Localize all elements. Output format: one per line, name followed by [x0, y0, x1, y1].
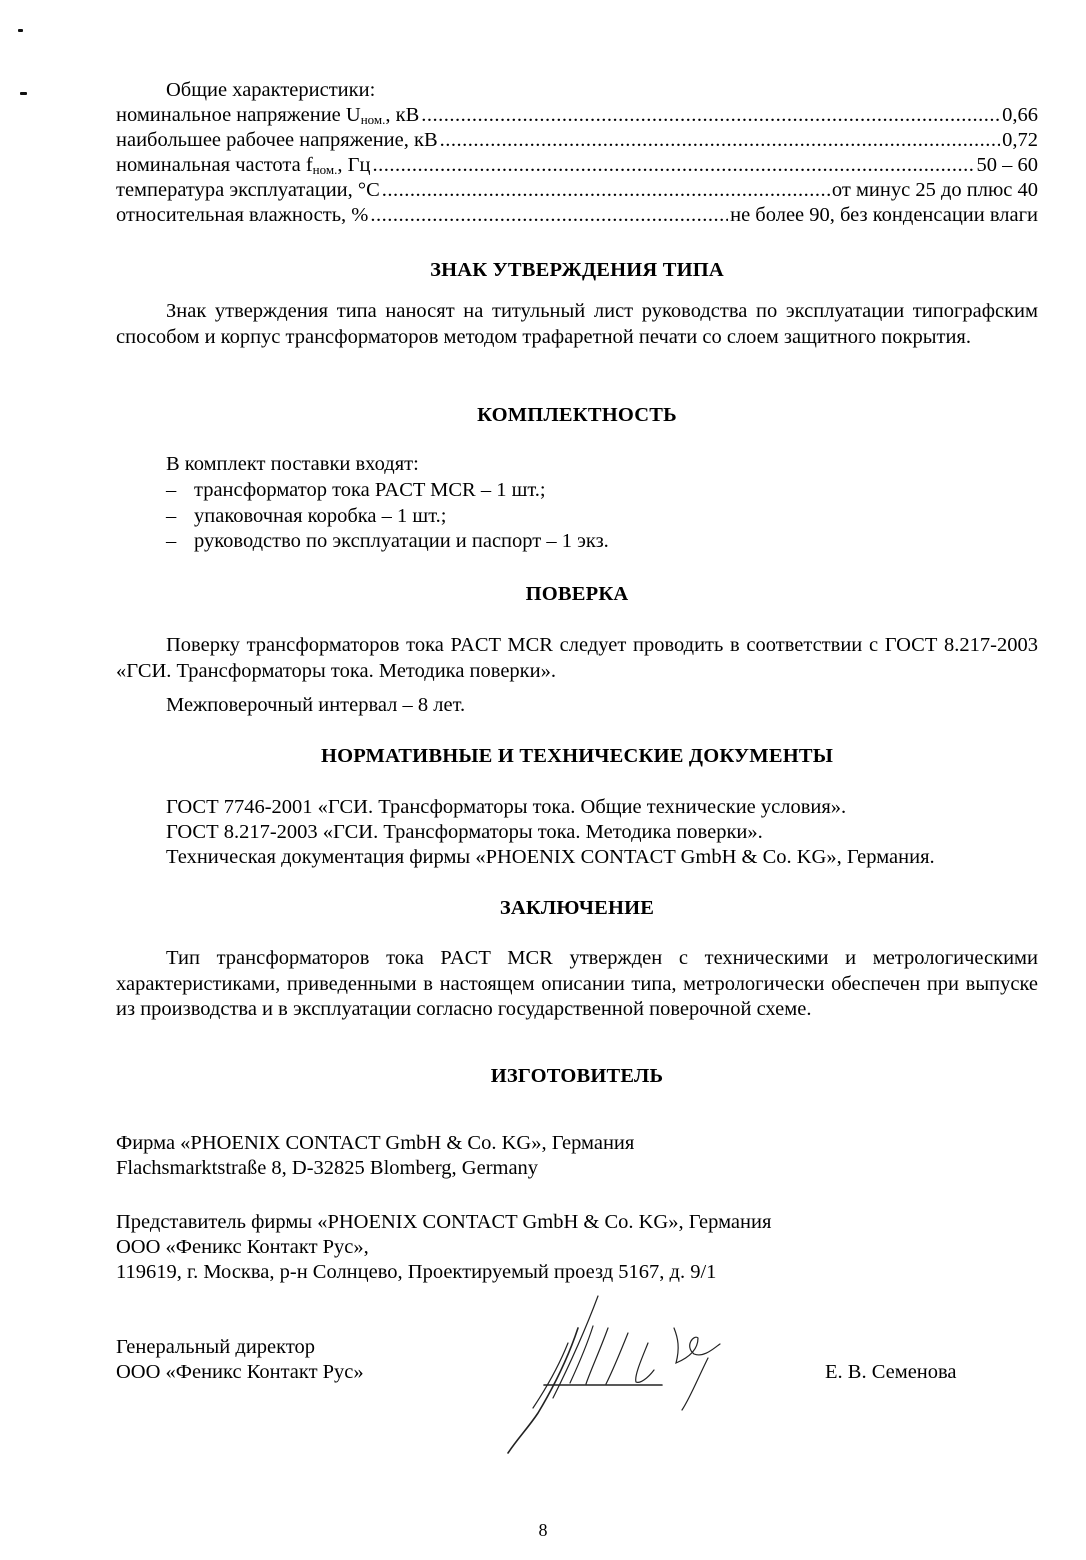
dot-leader	[370, 203, 728, 228]
characteristic-value: 0,72	[1002, 129, 1038, 151]
list-item: – упаковочная коробка – 1 шт.;	[166, 504, 447, 527]
representative-line: Представитель фирмы «PHOENIX CONTACT GmbH & Co. KG», Германия	[116, 1211, 772, 1233]
dot-leader	[440, 128, 1000, 153]
signatory-name: Е. В. Семенова	[825, 1361, 957, 1383]
manufacturer-address: Flachsmarktstraße 8, D-32825 Blomberg, Germany	[116, 1157, 539, 1179]
signatory-company: ООО «Феникс Контакт Рус»	[116, 1361, 364, 1383]
handwritten-signature-icon	[458, 1288, 798, 1458]
characteristic-row	[116, 128, 1038, 153]
section-title-normative-docs: НОРМАТИВНЫЕ И ТЕХНИЧЕСКИЕ ДОКУМЕНТЫ	[320, 745, 834, 767]
characteristic-label: номинальная частота $f_{ном.}$, Гц	[116, 154, 371, 177]
list-item: – руководство по эксплуатации и паспорт – 1 экз.	[166, 530, 609, 552]
characteristic-value: от минус 25 до плюс 40	[831, 179, 1038, 201]
characteristic-row	[116, 203, 1038, 228]
dot-leader	[372, 153, 974, 178]
dot-leader	[382, 178, 830, 203]
verification-paragraph: Поверку трансформаторов тока PACT MCR следует проводить в соответствии с ГОСТ 8.217-2003 «ГСИ. Трансформаторы тока. Методика поверки».	[116, 634, 1038, 682]
section-title-manufacturer: ИЗГОТОВИТЕЛЬ	[490, 1065, 664, 1087]
characteristic-row	[116, 103, 1038, 128]
completeness-list	[166, 478, 609, 555]
characteristic-label: номинальное напряжение $U_{ном.}$, кВ	[116, 104, 420, 127]
characteristic-value: 50 – 60	[976, 154, 1038, 176]
characteristic-label: относительная влажность, %	[116, 204, 369, 226]
normative-doc-item: ГОСТ 7746-2001 «ГСИ. Трансформаторы тока. Общие технические условия».	[166, 796, 847, 818]
page-number: 8	[538, 1520, 548, 1540]
section-title-verification: ПОВЕРКА	[525, 583, 629, 605]
section-title-completeness: КОМПЛЕКТНОСТЬ	[477, 404, 677, 426]
manufacturer-company: Фирма «PHOENIX CONTACT GmbH & Co. KG», Германия	[116, 1132, 635, 1154]
characteristics-heading: Общие характеристики:	[166, 79, 376, 101]
characteristic-value: не более 90, без конденсации влаги	[730, 204, 1038, 226]
signatory-position: Генеральный директор	[116, 1336, 316, 1358]
scan-artifact-mark	[18, 29, 23, 32]
dot-leader	[421, 103, 1000, 128]
characteristic-row	[116, 153, 1038, 178]
normative-doc-item: Техническая документация фирмы «PHOENIX CONTACT GmbH & Co. KG», Германия.	[166, 846, 935, 868]
list-item: – трансформатор тока PACT MCR – 1 шт.;	[166, 479, 546, 501]
scan-artifact-mark	[20, 92, 27, 95]
representative-address: 119619, г. Москва, р-н Солнцево, Проектируемый проезд 5167, д. 9/1	[116, 1261, 717, 1283]
verification-interval: Межповерочный интервал – 8 лет.	[166, 694, 466, 716]
normative-doc-item: ГОСТ 8.217-2003 «ГСИ. Трансформаторы тока. Методика поверки».	[166, 821, 763, 843]
section-title-type-mark: ЗНАК УТВЕРЖДЕНИЯ ТИПА	[430, 259, 724, 281]
representative-company: ООО «Феникс Контакт Рус»,	[116, 1236, 369, 1258]
completeness-intro: В комплект поставки входят:	[166, 453, 419, 475]
characteristic-label: температура эксплуатации, °С	[116, 179, 380, 201]
conclusion-paragraph: Тип трансформаторов тока PACT MCR утвержден с техническими и метрологическими характеристиками, приведенными в настоящем описании типа, метрологически обеспечен при выпуске из производства и в эксплуатации согласно государственной поверочной схеме.	[116, 947, 1038, 1021]
characteristic-value: 0,66	[1002, 104, 1038, 126]
characteristic-row	[116, 178, 1038, 203]
section-title-conclusion: ЗАКЛЮЧЕНИЕ	[499, 897, 655, 919]
type-mark-paragraph: Знак утверждения типа наносят на титульный лист руководства по эксплуатации типографским способом и корпус трансформаторов методом трафаретной печати со слоем защитного покрытия.	[116, 300, 1038, 348]
characteristic-label: наибольшее рабочее напряжение, кВ	[116, 129, 438, 151]
